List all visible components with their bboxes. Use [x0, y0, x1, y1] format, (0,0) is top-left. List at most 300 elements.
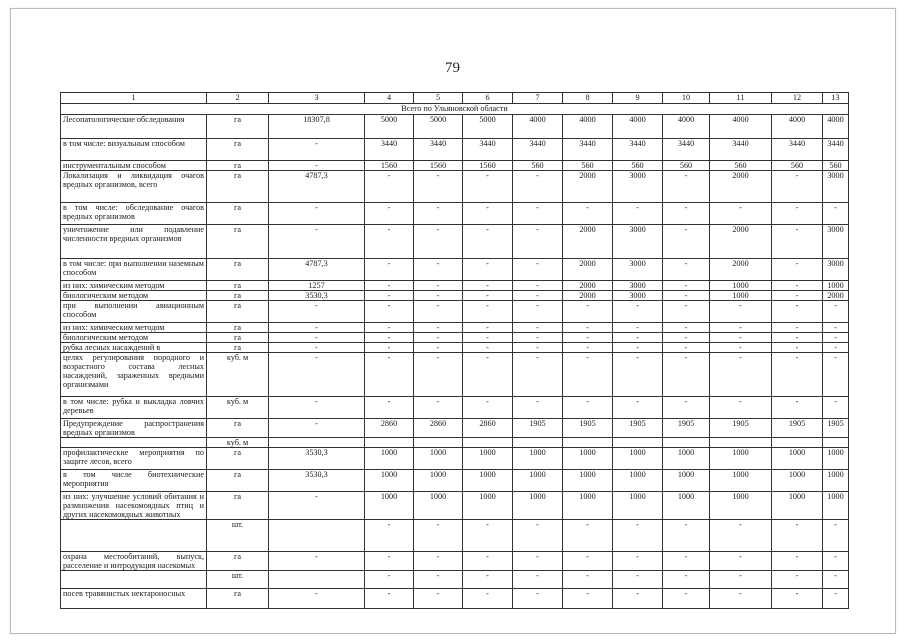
- row-value: 2000: [563, 225, 613, 259]
- table-row: [61, 301, 849, 323]
- row-value: 3000: [823, 171, 849, 203]
- page-number: 79: [445, 60, 460, 76]
- row-name: в том числе: обследование очагов вредных организмов: [61, 203, 207, 225]
- row-value: -: [710, 520, 772, 552]
- row-name: уничтожение или подавление численности вредных организмов: [61, 225, 207, 259]
- row-value: -: [269, 139, 365, 161]
- column-header: 7: [513, 93, 563, 104]
- row-value: -: [563, 323, 613, 333]
- row-value: -: [513, 203, 563, 225]
- row-value: -: [365, 589, 414, 609]
- row-value: 3440: [613, 139, 663, 161]
- row-value: -: [414, 397, 463, 419]
- row-value: -: [513, 323, 563, 333]
- table-row: [61, 333, 849, 343]
- row-unit: га: [207, 139, 269, 161]
- row-value: -: [513, 259, 563, 281]
- row-value: -: [663, 343, 710, 353]
- row-value: 560: [663, 161, 710, 171]
- row-value: 3000: [613, 291, 663, 301]
- table-row: [61, 343, 849, 353]
- row-value: 560: [823, 161, 849, 171]
- row-value: [414, 438, 463, 448]
- row-value: -: [663, 520, 710, 552]
- row-value: -: [269, 323, 365, 333]
- row-value: -: [563, 301, 613, 323]
- row-value: [513, 438, 563, 448]
- row-value: 3440: [563, 139, 613, 161]
- table-row: [61, 203, 849, 225]
- row-name: в том числе: визуальным способом: [61, 139, 207, 161]
- table-row: [61, 115, 849, 139]
- row-value: -: [414, 203, 463, 225]
- row-value: -: [414, 291, 463, 301]
- row-value: 1000: [365, 448, 414, 470]
- row-unit: га: [207, 225, 269, 259]
- row-value: 3530,3: [269, 448, 365, 470]
- row-value: -: [663, 225, 710, 259]
- row-value: -: [269, 161, 365, 171]
- row-value: -: [365, 323, 414, 333]
- row-value: -: [563, 552, 613, 571]
- row-value: 2000: [563, 259, 613, 281]
- row-value: 1560: [463, 161, 513, 171]
- row-value: -: [823, 552, 849, 571]
- row-value: 4000: [613, 115, 663, 139]
- row-name: [61, 571, 207, 589]
- row-value: 560: [513, 161, 563, 171]
- row-name: в том числе: при выполнении наземным способом: [61, 259, 207, 281]
- table-row: [61, 259, 849, 281]
- table-row: [61, 225, 849, 259]
- row-value: 2000: [710, 259, 772, 281]
- row-value: -: [365, 353, 414, 397]
- row-value: 2000: [710, 171, 772, 203]
- row-unit: га: [207, 161, 269, 171]
- table-row: [61, 161, 849, 171]
- row-value: 1000: [463, 448, 513, 470]
- row-value: -: [613, 343, 663, 353]
- column-header: 6: [463, 93, 513, 104]
- row-value: -: [663, 301, 710, 323]
- row-value: 1905: [513, 419, 563, 438]
- row-value: -: [663, 171, 710, 203]
- row-value: 1905: [563, 419, 613, 438]
- row-value: -: [365, 552, 414, 571]
- row-value: 4787,3: [269, 171, 365, 203]
- row-unit: га: [207, 323, 269, 333]
- row-value: 5000: [365, 115, 414, 139]
- row-value: -: [463, 281, 513, 291]
- row-unit: га: [207, 301, 269, 323]
- table-row: [61, 589, 849, 609]
- row-value: -: [365, 291, 414, 301]
- row-value: -: [365, 571, 414, 589]
- row-value: 1000: [563, 470, 613, 492]
- table-row: [61, 448, 849, 470]
- row-value: -: [563, 343, 613, 353]
- row-name: инструментальным способом: [61, 161, 207, 171]
- row-unit: га: [207, 259, 269, 281]
- row-value: -: [772, 323, 823, 333]
- row-value: 1000: [663, 448, 710, 470]
- row-value: 1000: [772, 492, 823, 520]
- row-value: 3000: [823, 225, 849, 259]
- row-value: -: [269, 492, 365, 520]
- row-unit: га: [207, 343, 269, 353]
- column-header: 11: [710, 93, 772, 104]
- row-value: -: [513, 225, 563, 259]
- table-row: [61, 171, 849, 203]
- row-value: 1000: [663, 470, 710, 492]
- row-value: 3440: [663, 139, 710, 161]
- row-value: -: [269, 333, 365, 343]
- row-value: 4000: [513, 115, 563, 139]
- row-value: -: [414, 225, 463, 259]
- row-name: охрана местообитаний, выпуск, расселение и интродукция насекомых: [61, 552, 207, 571]
- column-header: 9: [613, 93, 663, 104]
- row-value: 1000: [613, 448, 663, 470]
- row-name: [61, 520, 207, 552]
- row-value: -: [823, 301, 849, 323]
- row-value: -: [513, 333, 563, 343]
- row-value: 1000: [663, 492, 710, 520]
- row-value: -: [513, 353, 563, 397]
- row-value: -: [772, 225, 823, 259]
- section-row: [61, 104, 849, 115]
- row-unit: га: [207, 448, 269, 470]
- row-name: биологическим методом: [61, 333, 207, 343]
- row-value: 5000: [463, 115, 513, 139]
- row-value: 2860: [365, 419, 414, 438]
- row-value: -: [463, 571, 513, 589]
- table-row: [61, 438, 849, 448]
- row-value: 560: [772, 161, 823, 171]
- row-value: -: [823, 323, 849, 333]
- row-value: -: [463, 225, 513, 259]
- row-value: -: [710, 333, 772, 343]
- row-unit: га: [207, 281, 269, 291]
- row-value: 560: [563, 161, 613, 171]
- row-value: -: [414, 333, 463, 343]
- row-value: 1000: [613, 492, 663, 520]
- row-value: 2000: [563, 291, 613, 301]
- column-header: 12: [772, 93, 823, 104]
- row-name: из них: химическим методом: [61, 323, 207, 333]
- row-value: -: [269, 203, 365, 225]
- row-value: 560: [613, 161, 663, 171]
- row-value: -: [710, 301, 772, 323]
- header-row: [61, 93, 849, 104]
- table-row: [61, 139, 849, 161]
- row-value: 1000: [710, 492, 772, 520]
- row-value: 1000: [710, 470, 772, 492]
- row-name: Лесопатологические обследования: [61, 115, 207, 139]
- row-value: -: [513, 301, 563, 323]
- row-value: -: [823, 589, 849, 609]
- row-value: 1000: [823, 448, 849, 470]
- row-value: [563, 438, 613, 448]
- row-value: -: [772, 259, 823, 281]
- row-value: -: [269, 343, 365, 353]
- row-value: -: [414, 353, 463, 397]
- row-unit: га: [207, 589, 269, 609]
- row-value: -: [613, 301, 663, 323]
- row-value: 18307,8: [269, 115, 365, 139]
- row-value: -: [772, 333, 823, 343]
- row-value: 3530,3: [269, 470, 365, 492]
- row-name: [61, 438, 207, 448]
- row-value: [269, 438, 365, 448]
- row-value: 1000: [563, 492, 613, 520]
- row-value: 3000: [613, 225, 663, 259]
- row-value: -: [563, 589, 613, 609]
- table-row: [61, 281, 849, 291]
- row-value: -: [414, 589, 463, 609]
- row-value: -: [269, 552, 365, 571]
- row-value: -: [513, 171, 563, 203]
- table-row: [61, 291, 849, 301]
- row-value: -: [563, 571, 613, 589]
- row-value: -: [772, 291, 823, 301]
- row-value: -: [772, 171, 823, 203]
- row-value: 1905: [823, 419, 849, 438]
- row-value: -: [772, 281, 823, 291]
- row-value: 3440: [823, 139, 849, 161]
- row-value: -: [613, 589, 663, 609]
- row-value: -: [663, 353, 710, 397]
- row-value: -: [365, 520, 414, 552]
- row-unit: га: [207, 171, 269, 203]
- row-value: -: [365, 225, 414, 259]
- row-value: -: [414, 171, 463, 203]
- row-value: -: [710, 343, 772, 353]
- row-unit: га: [207, 333, 269, 343]
- row-value: -: [663, 552, 710, 571]
- row-value: -: [365, 301, 414, 323]
- row-unit: га: [207, 419, 269, 438]
- table-row: [61, 353, 849, 397]
- column-header: 13: [823, 93, 849, 104]
- row-value: -: [414, 281, 463, 291]
- row-value: 1000: [365, 492, 414, 520]
- row-value: -: [463, 301, 513, 323]
- row-value: -: [269, 225, 365, 259]
- row-unit: куб. м: [207, 438, 269, 448]
- row-value: -: [365, 333, 414, 343]
- row-value: 3440: [772, 139, 823, 161]
- row-value: -: [772, 397, 823, 419]
- row-name: рубка лесных насаждений в: [61, 343, 207, 353]
- column-header: 1: [61, 93, 207, 104]
- row-value: -: [823, 203, 849, 225]
- row-value: -: [513, 397, 563, 419]
- row-unit: га: [207, 492, 269, 520]
- row-value: 1905: [613, 419, 663, 438]
- row-value: -: [513, 281, 563, 291]
- row-value: -: [463, 589, 513, 609]
- row-value: [663, 438, 710, 448]
- row-value: -: [463, 171, 513, 203]
- row-value: -: [663, 291, 710, 301]
- row-value: [772, 438, 823, 448]
- table-row: [61, 323, 849, 333]
- row-value: 4787,3: [269, 259, 365, 281]
- row-value: -: [463, 323, 513, 333]
- row-value: 3440: [463, 139, 513, 161]
- row-value: 2860: [414, 419, 463, 438]
- row-value: -: [463, 291, 513, 301]
- row-value: -: [772, 203, 823, 225]
- row-unit: куб. м: [207, 397, 269, 419]
- row-value: -: [663, 323, 710, 333]
- row-value: 1000: [463, 492, 513, 520]
- row-value: 1257: [269, 281, 365, 291]
- row-value: -: [513, 571, 563, 589]
- row-value: 1905: [663, 419, 710, 438]
- row-value: -: [613, 520, 663, 552]
- row-value: -: [772, 301, 823, 323]
- row-value: -: [710, 323, 772, 333]
- row-value: -: [463, 397, 513, 419]
- section-title: Всего по Ульяновской области: [61, 104, 849, 115]
- row-value: -: [269, 589, 365, 609]
- row-name: при выполнении авиационным способом: [61, 301, 207, 323]
- row-value: -: [613, 397, 663, 419]
- row-value: -: [663, 589, 710, 609]
- row-value: -: [463, 353, 513, 397]
- row-value: -: [414, 301, 463, 323]
- row-value: [613, 438, 663, 448]
- row-value: -: [710, 203, 772, 225]
- row-name: целях регулирования породного и возрастного состава лесных насаждений, зараженных вредными организмами: [61, 353, 207, 397]
- row-value: -: [365, 397, 414, 419]
- row-value: -: [365, 281, 414, 291]
- column-header: 8: [563, 93, 613, 104]
- row-value: -: [823, 353, 849, 397]
- row-unit: га: [207, 203, 269, 225]
- row-value: 1000: [414, 448, 463, 470]
- row-value: 3000: [613, 259, 663, 281]
- row-value: -: [823, 520, 849, 552]
- row-value: 1000: [613, 470, 663, 492]
- column-header: 10: [663, 93, 710, 104]
- row-value: 4000: [710, 115, 772, 139]
- row-value: 1000: [513, 448, 563, 470]
- row-value: 5000: [414, 115, 463, 139]
- row-value: -: [513, 343, 563, 353]
- row-value: -: [513, 520, 563, 552]
- row-value: 2000: [710, 225, 772, 259]
- row-value: -: [365, 171, 414, 203]
- row-value: -: [772, 343, 823, 353]
- row-unit: шт.: [207, 571, 269, 589]
- row-value: -: [463, 343, 513, 353]
- row-value: -: [269, 353, 365, 397]
- row-value: -: [414, 571, 463, 589]
- row-name: в том числе: рубка и выкладка ловчих деревьев: [61, 397, 207, 419]
- row-value: -: [710, 397, 772, 419]
- row-value: 1000: [772, 470, 823, 492]
- row-value: 1000: [365, 470, 414, 492]
- row-unit: га: [207, 115, 269, 139]
- row-value: 1905: [710, 419, 772, 438]
- column-header: 4: [365, 93, 414, 104]
- row-value: -: [414, 343, 463, 353]
- row-value: [269, 520, 365, 552]
- row-value: -: [772, 571, 823, 589]
- row-value: -: [772, 353, 823, 397]
- row-unit: га: [207, 552, 269, 571]
- row-value: -: [365, 259, 414, 281]
- row-value: -: [772, 589, 823, 609]
- table-row: [61, 571, 849, 589]
- row-value: -: [365, 343, 414, 353]
- row-value: 3000: [613, 171, 663, 203]
- row-value: -: [613, 552, 663, 571]
- row-unit: га: [207, 470, 269, 492]
- row-value: 1000: [710, 291, 772, 301]
- row-value: 2000: [823, 291, 849, 301]
- row-value: -: [513, 589, 563, 609]
- row-value: 1000: [563, 448, 613, 470]
- row-value: [365, 438, 414, 448]
- row-value: 4000: [772, 115, 823, 139]
- row-name: посев травянистых нектароносных: [61, 589, 207, 609]
- row-value: -: [269, 419, 365, 438]
- row-value: -: [772, 520, 823, 552]
- table-row: [61, 492, 849, 520]
- row-value: 1560: [365, 161, 414, 171]
- column-header: 2: [207, 93, 269, 104]
- row-value: 1000: [414, 492, 463, 520]
- row-value: -: [414, 323, 463, 333]
- row-value: 3000: [613, 281, 663, 291]
- row-value: -: [463, 259, 513, 281]
- row-name: Предупреждение распространения вредных организмов: [61, 419, 207, 438]
- row-value: 4000: [823, 115, 849, 139]
- row-value: -: [513, 291, 563, 301]
- row-name: из них: химическим методом: [61, 281, 207, 291]
- row-value: 3440: [513, 139, 563, 161]
- table-row: [61, 470, 849, 492]
- row-value: -: [663, 333, 710, 343]
- row-value: 3000: [823, 259, 849, 281]
- row-value: -: [463, 203, 513, 225]
- row-value: -: [563, 353, 613, 397]
- row-value: -: [663, 203, 710, 225]
- row-unit: шт.: [207, 520, 269, 552]
- row-value: [823, 438, 849, 448]
- row-value: -: [463, 333, 513, 343]
- row-value: 1000: [513, 470, 563, 492]
- row-value: 3440: [414, 139, 463, 161]
- row-value: [710, 438, 772, 448]
- column-header: 5: [414, 93, 463, 104]
- row-name: Локализация и ликвидация очагов вредных организмов, всего: [61, 171, 207, 203]
- row-value: 3530,3: [269, 291, 365, 301]
- row-value: -: [823, 343, 849, 353]
- row-value: 2000: [563, 281, 613, 291]
- row-value: 1000: [513, 492, 563, 520]
- row-name: профилактические мероприятия по защите лесов, всего: [61, 448, 207, 470]
- row-name: из них: улучшение условий обитания и размножения насекомоядных птиц и других насекомоядных животных: [61, 492, 207, 520]
- row-value: 2000: [563, 171, 613, 203]
- row-name: биологическим методом: [61, 291, 207, 301]
- row-value: 1000: [710, 448, 772, 470]
- row-value: -: [414, 520, 463, 552]
- row-value: -: [269, 397, 365, 419]
